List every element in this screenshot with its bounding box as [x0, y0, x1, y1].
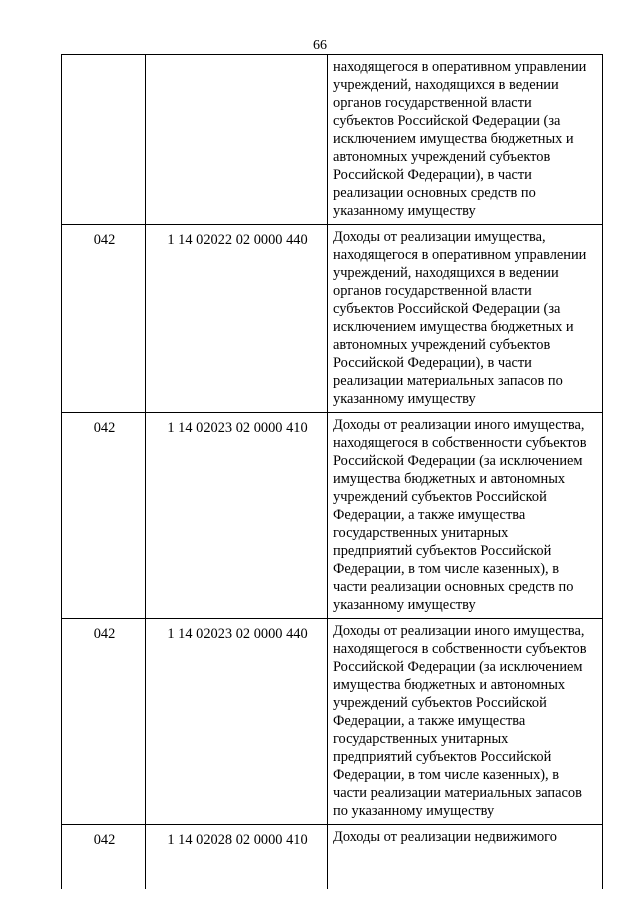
table-row — [62, 413, 603, 619]
description-line: находящегося в оперативном управлении — [333, 59, 587, 75]
description-cell — [328, 55, 603, 225]
table-row — [62, 825, 603, 890]
description-line: Российской Федерации (за исключением — [333, 453, 583, 469]
description-line: предприятий субъектов Российской — [333, 749, 552, 765]
kbk-code-cell: 1 14 02028 02 0000 410 — [146, 825, 328, 890]
description-line: части реализации материальных запасов — [333, 785, 582, 801]
admin-code-cell — [62, 55, 146, 225]
revenue-codes-table — [61, 54, 603, 889]
description-line: автономных учреждений субъектов — [333, 337, 551, 353]
description-line: органов государственной власти — [333, 95, 532, 111]
description-line: реализации основных средств по — [333, 185, 536, 201]
description-cell — [328, 825, 603, 890]
description-line: Федерации, в том числе казенных), в — [333, 561, 560, 577]
description-line: государственных унитарных — [333, 731, 509, 747]
description-line: Федерации, в том числе казенных), в — [333, 767, 560, 783]
description-line: органов государственной власти — [333, 283, 532, 299]
table-row — [62, 55, 603, 225]
description-line: предприятий субъектов Российской — [333, 543, 552, 559]
description-cell — [328, 413, 603, 619]
description-line: указанному имуществу — [333, 203, 476, 219]
description-line: Доходы от реализации иного имущества, — [333, 417, 585, 433]
admin-code-cell: 042 — [62, 225, 146, 413]
description-cell — [328, 225, 603, 413]
description-line: субъектов Российской Федерации (за — [333, 113, 561, 129]
description-line: Доходы от реализации недвижимого — [333, 829, 557, 845]
description-line: находящегося в оперативном управлении — [333, 247, 587, 263]
description-line: реализации материальных запасов по — [333, 373, 563, 389]
table-row — [62, 225, 603, 413]
description-line: Доходы от реализации иного имущества, — [333, 623, 585, 639]
description-line: Российской Федерации), в части — [333, 355, 532, 371]
kbk-code-cell: 1 14 02023 02 0000 410 — [146, 413, 328, 619]
description-line: учреждений субъектов Российской — [333, 695, 547, 711]
admin-code-cell: 042 — [62, 413, 146, 619]
description-line: государственных унитарных — [333, 525, 509, 541]
kbk-code-cell: 1 14 02022 02 0000 440 — [146, 225, 328, 413]
admin-code-cell: 042 — [62, 619, 146, 825]
description-line: Федерации, а также имущества — [333, 507, 526, 523]
kbk-code-cell: 1 14 02023 02 0000 440 — [146, 619, 328, 825]
description-line: Российской Федерации), в части — [333, 167, 532, 183]
description-line: имущества бюджетных и автономных — [333, 471, 566, 487]
description-line: Доходы от реализации имущества, — [333, 229, 546, 245]
description-cell — [328, 619, 603, 825]
description-line: находящегося в собственности субъектов — [333, 641, 587, 657]
page-number: 66 — [313, 38, 327, 53]
description-line: Федерации, а также имущества — [333, 713, 526, 729]
description-line: учреждений, находящихся в ведении — [333, 77, 559, 93]
description-line: исключением имущества бюджетных и — [333, 319, 574, 335]
description-line: Российской Федерации (за исключением — [333, 659, 583, 675]
table-row — [62, 619, 603, 825]
admin-code-cell: 042 — [62, 825, 146, 890]
description-line: по указанному имуществу — [333, 803, 495, 819]
description-line: указанному имуществу — [333, 391, 476, 407]
description-line: учреждений, находящихся в ведении — [333, 265, 559, 281]
description-line: указанному имуществу — [333, 597, 476, 613]
description-line: части реализации основных средств по — [333, 579, 574, 595]
description-line: автономных учреждений субъектов — [333, 149, 551, 165]
description-line: субъектов Российской Федерации (за — [333, 301, 561, 317]
kbk-code-cell — [146, 55, 328, 225]
description-line: находящегося в собственности субъектов — [333, 435, 587, 451]
description-line: имущества бюджетных и автономных — [333, 677, 566, 693]
description-line: учреждений субъектов Российской — [333, 489, 547, 505]
description-line: исключением имущества бюджетных и — [333, 131, 574, 147]
